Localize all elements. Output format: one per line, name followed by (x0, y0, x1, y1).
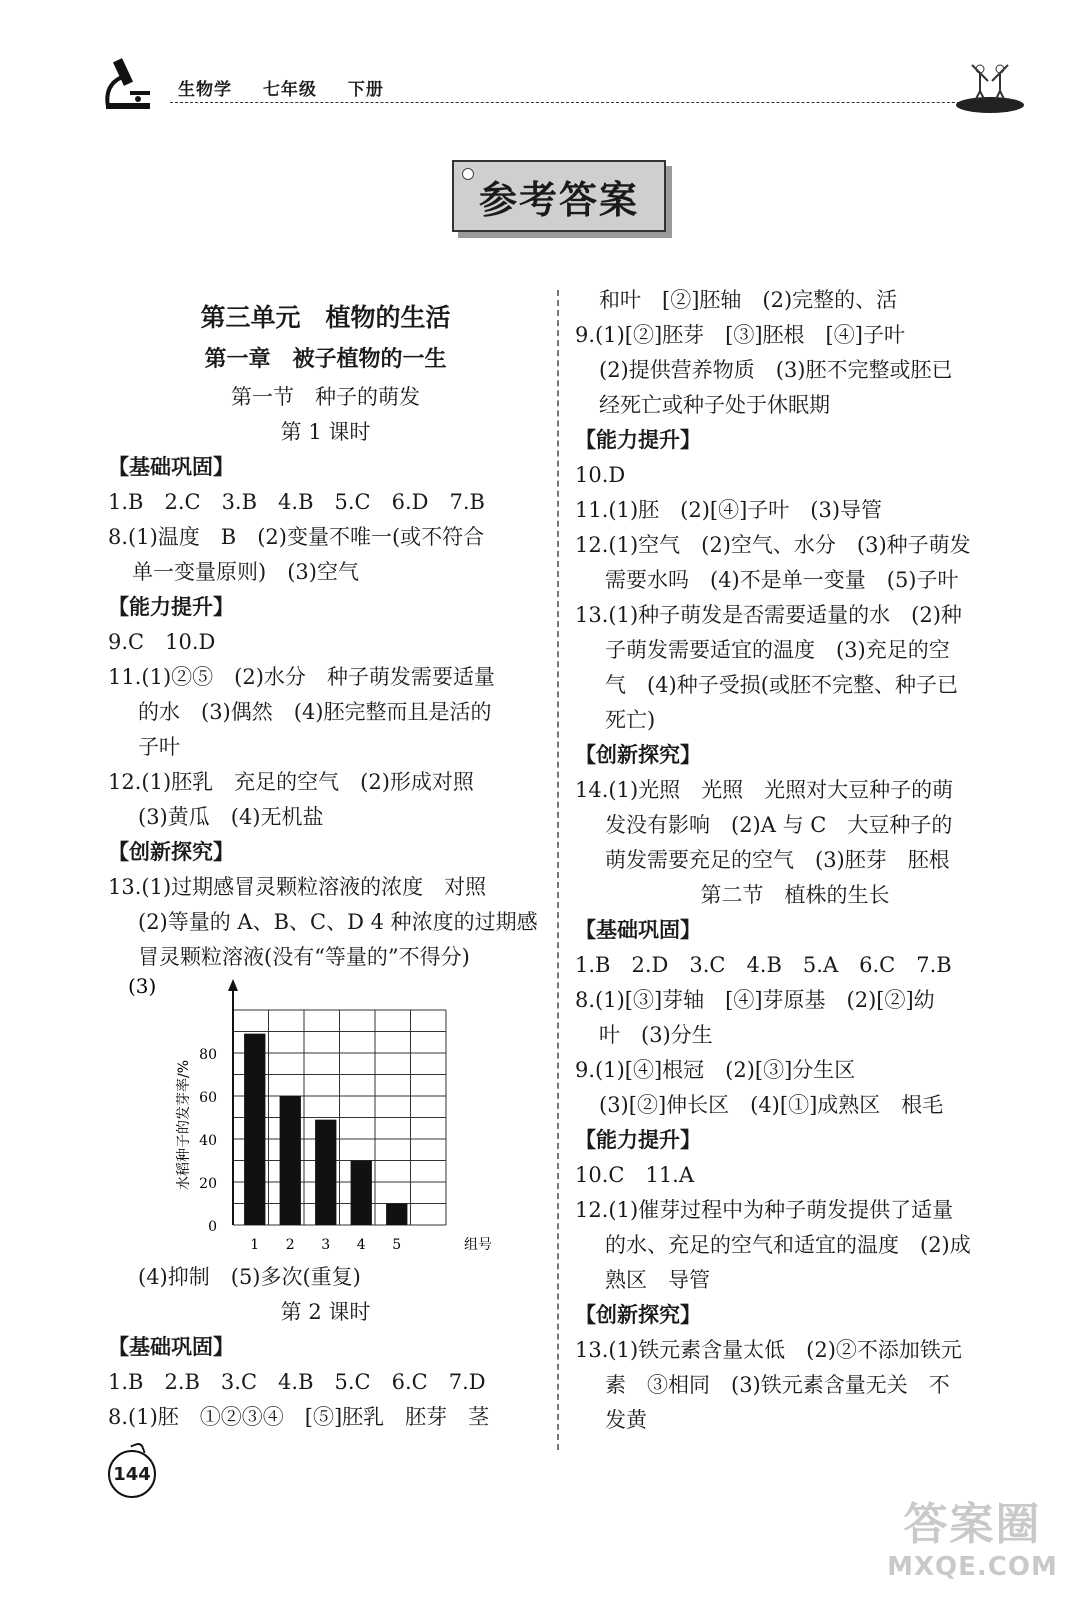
answer-line: 13.(1)过期感冒灵颗粒溶液的浓度 对照 (108, 875, 487, 899)
answer-line: 12.(1)催芽过程中为种子萌发提供了适量 (575, 1198, 954, 1222)
watermark-text: 答案圈 (903, 1499, 1042, 1550)
answer-line: 14.(1)光照 光照 光照对大豆种子的萌 (575, 778, 954, 802)
answer-line: 冒灵颗粒溶液(没有“等量的”不得分) (138, 945, 470, 969)
answer-line: 子叶 (138, 735, 180, 759)
microscope-icon (100, 55, 170, 115)
section-label-basic: 【基础巩固】 (108, 455, 234, 479)
header-grade: 七年级 (262, 80, 317, 100)
page-number: 144 (108, 1450, 156, 1498)
y-tick-label: 60 (199, 1090, 217, 1106)
chapter-heading: 第一章 被子植物的一生 (204, 347, 447, 372)
header-volume: 下册 (347, 80, 384, 100)
lesson-heading: 第 2 课时 (280, 1300, 371, 1324)
answer-line: 13.(1)铁元素含量太低 (2)②不添加铁元 (575, 1338, 962, 1362)
answer-line: 发没有影响 (2)A 与 C 大豆种子的 (605, 813, 953, 837)
section-heading: 第一节 种子的萌发 (231, 385, 420, 409)
answer-line: 1.B 2.D 3.C 4.B 5.A 6.C 7.B (575, 953, 952, 977)
answer-line: (2)等量的 A、B、C、D 4 种浓度的过期感 (138, 910, 538, 934)
answer-line: 11.(1)②⑤ (2)水分 种子萌发需要适量 (108, 665, 495, 689)
answer-line: (3)[②]伸长区 (4)[①]成熟区 根毛 (599, 1093, 944, 1117)
left-column (108, 296, 543, 1435)
answer-line: 12.(1)空气 (2)空气、水分 (3)种子萌发 (575, 533, 971, 557)
section-label-innovation: 【创新探究】 (575, 743, 701, 767)
answer-line: 死亡) (605, 708, 656, 732)
bar (315, 1120, 336, 1225)
page-header (100, 55, 1030, 115)
right-column (575, 283, 1015, 1438)
answer-line: 8.(1)胚 ①②③④ [⑤]胚乳 胚芽 茎 (108, 1405, 490, 1429)
answer-line: 9.C 10.D (108, 630, 216, 654)
header-rule (170, 102, 1020, 103)
x-tick-label: 3 (321, 1237, 331, 1253)
answer-line: 11.(1)胚 (2)[④]子叶 (3)导管 (575, 498, 883, 522)
answer-line: 8.(1)温度 B (2)变量不唯一(或不符合 (108, 525, 485, 549)
answer-line: 13.(1)种子萌发是否需要适量的水 (2)种 (575, 603, 962, 627)
watermark-url: MXQE.COM (887, 1552, 1058, 1582)
bar (386, 1204, 407, 1226)
dancers-icon (950, 55, 1030, 115)
answer-line: 12.(1)胚乳 充足的空气 (2)形成对照 (108, 770, 474, 794)
answer-line: 9.(1)[④]根冠 (2)[③]分生区 (575, 1058, 856, 1082)
answer-line: (2)提供营养物质 (3)胚不完整或胚已 (599, 358, 953, 382)
x-tick-label: 4 (356, 1237, 366, 1253)
answer-line: 经死亡或种子处于休眠期 (599, 393, 830, 417)
y-tick-label: 0 (208, 1219, 217, 1235)
y-axis-arrow (228, 979, 238, 991)
header-text (178, 75, 408, 100)
answer-line: 熟区 导管 (605, 1268, 710, 1292)
answer-line: 单一变量原则) (3)空气 (132, 560, 359, 584)
answer-key-title: 参考答案 (452, 160, 666, 232)
answer-line: 叶 (3)分生 (599, 1023, 713, 1047)
unit-heading: 第三单元 植物的生活 (200, 303, 451, 332)
header-subject: 生物学 (178, 80, 232, 100)
answer-line: 的水、充足的空气和适宜的温度 (2)成 (605, 1233, 971, 1257)
column-divider (557, 290, 559, 1450)
bar (351, 1161, 372, 1226)
answer-line: 需要水吗 (4)不是单一变量 (5)子叶 (605, 568, 959, 592)
section-label-ability: 【能力提升】 (108, 595, 234, 619)
section-heading: 第二节 植株的生长 (700, 883, 890, 907)
chart-question-label: (3) (128, 975, 157, 998)
answer-line: 的水 (3)偶然 (4)胚完整而且是活的 (138, 700, 492, 724)
answer-line: (3)黄瓜 (4)无机盐 (138, 805, 324, 829)
bar (244, 1034, 265, 1225)
answer-line: 10.C 11.A (575, 1163, 695, 1187)
answer-line: 气 (4)种子受损(或胚不完整、种子已 (605, 673, 958, 697)
lesson-heading: 第 1 课时 (280, 420, 371, 444)
x-axis-label: 组号 (464, 1237, 492, 1253)
bar (280, 1096, 301, 1225)
section-label-innovation: 【创新探究】 (575, 1303, 701, 1327)
answer-line: 和叶 [②]胚轴 (2)完整的、活 (599, 288, 898, 312)
answer-line: 素 ③相同 (3)铁元素含量无关 不 (605, 1373, 950, 1397)
answer-line: 8.(1)[③]芽轴 [④]芽原基 (2)[②]幼 (575, 988, 935, 1012)
x-tick-label: 2 (285, 1237, 295, 1253)
x-tick-label: 1 (250, 1237, 260, 1253)
germination-chart (108, 975, 543, 1260)
section-label-basic: 【基础巩固】 (575, 918, 701, 942)
bar-chart (108, 975, 543, 1260)
answer-line: 发黄 (605, 1408, 647, 1432)
y-axis-label: 水稻种子的发芽率/% (176, 1059, 192, 1191)
watermark (885, 1488, 1060, 1582)
answer-line: 1.B 2.C 3.B 4.B 5.C 6.D 7.B (108, 490, 485, 514)
section-label-basic: 【基础巩固】 (108, 1335, 234, 1359)
answer-line: 萌发需要充足的空气 (3)胚芽 胚根 (605, 848, 950, 872)
y-tick-label: 80 (199, 1047, 217, 1063)
section-label-ability: 【能力提升】 (575, 1128, 701, 1152)
answer-line: 10.D (575, 463, 626, 487)
section-label-innovation: 【创新探究】 (108, 840, 234, 864)
answer-line: 子萌发需要适宜的温度 (3)充足的空 (605, 638, 950, 662)
y-tick-label: 20 (199, 1176, 217, 1192)
x-tick-label: 5 (392, 1237, 402, 1253)
answer-line: (4)抑制 (5)多次(重复) (138, 1265, 361, 1289)
answer-line: 1.B 2.B 3.C 4.B 5.C 6.C 7.D (108, 1370, 486, 1394)
section-label-ability: 【能力提升】 (575, 428, 701, 452)
answer-line: 9.(1)[②]胚芽 [③]胚根 [④]子叶 (575, 323, 905, 347)
y-tick-label: 40 (199, 1133, 217, 1149)
